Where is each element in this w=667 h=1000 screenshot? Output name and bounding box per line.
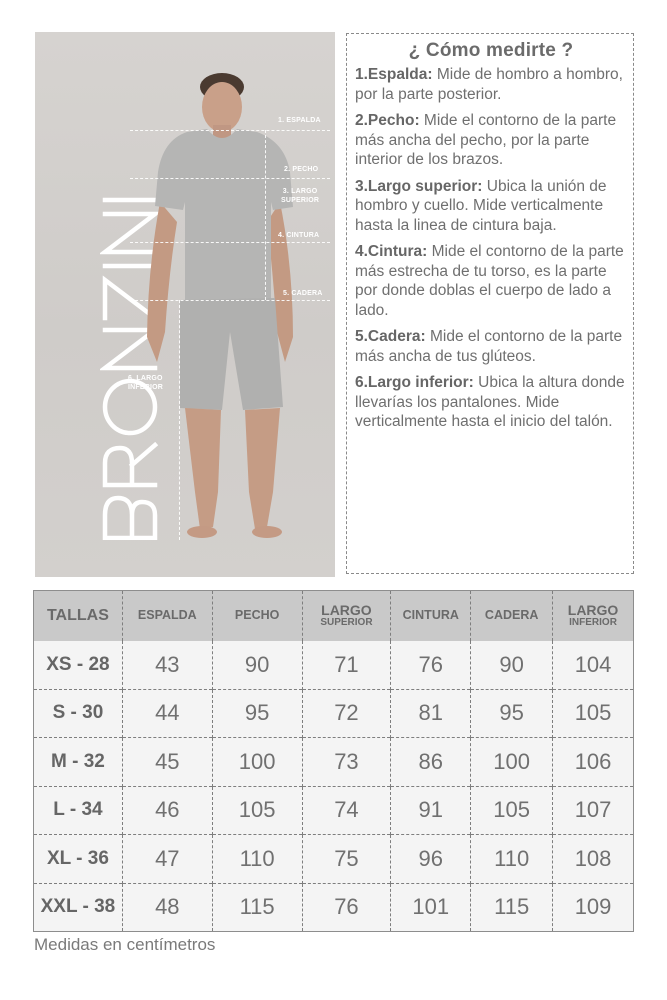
model-photo	[35, 32, 335, 577]
pecho-cell: 90	[212, 641, 302, 690]
step-espalda	[355, 65, 627, 104]
espalda-cell: 45	[122, 738, 212, 787]
step-label: 2.Pecho:	[355, 112, 420, 129]
largo-superior-guide-line	[265, 130, 266, 300]
cintura-guide-line	[130, 242, 330, 243]
header-pecho: PECHO	[212, 591, 302, 641]
header-tallas: TALLAS	[34, 591, 123, 641]
label-largo-superior-line2: SUPERIOR	[281, 197, 320, 204]
step-text: Mide el contorno de la parte más estrecha de tu torso, es la parte por donde doblas el cuerpo de lado a lado.	[355, 243, 624, 319]
cintura-cell: 76	[391, 641, 471, 690]
pecho-cell: 115	[212, 883, 302, 932]
largo-superior-cell: 71	[302, 641, 391, 690]
step-largo-inferior	[355, 373, 627, 432]
label-cadera: 5. CADERA	[283, 290, 323, 297]
header-largo-superior-main: LARGO	[321, 602, 372, 619]
step-label: 6.Largo inferior:	[355, 374, 474, 391]
table-row	[34, 689, 634, 738]
size-chart-table	[33, 590, 634, 932]
step-pecho	[355, 111, 627, 170]
pecho-cell: 100	[212, 738, 302, 787]
espalda-guide-line	[130, 130, 330, 131]
largo-inferior-cell: 106	[553, 738, 634, 787]
header-espalda: ESPALDA	[122, 591, 212, 641]
largo-superior-cell: 72	[302, 689, 391, 738]
espalda-cell: 43	[122, 641, 212, 690]
cadera-cell: 105	[471, 786, 553, 835]
largo-superior-cell: 73	[302, 738, 391, 787]
espalda-cell: 48	[122, 883, 212, 932]
cadera-cell: 110	[471, 835, 553, 884]
pecho-cell: 105	[212, 786, 302, 835]
pecho-guide-line	[130, 178, 330, 179]
label-largo-inferior-line1: 6. LARGO	[128, 375, 163, 382]
espalda-cell: 47	[122, 835, 212, 884]
label-cintura: 4. CINTURA	[278, 232, 320, 239]
label-espalda: 1. ESPALDA	[278, 117, 321, 124]
size-cell: M - 32	[34, 738, 123, 787]
size-cell: XL - 36	[34, 835, 123, 884]
cintura-cell: 81	[391, 689, 471, 738]
cintura-cell: 91	[391, 786, 471, 835]
size-cell: XXL - 38	[34, 883, 123, 932]
label-largo-superior	[281, 187, 319, 205]
largo-inferior-cell: 105	[553, 689, 634, 738]
step-text: Ubica la unión de hombro y cuello. Mide verticalmente hasta la linea de cintura baja.	[355, 177, 607, 234]
step-text: Mide el contorno de la parte más ancha del pecho, por la parte interior de los brazos.	[355, 112, 617, 168]
cadera-cell: 95	[471, 689, 553, 738]
table-row	[34, 738, 634, 787]
step-label: 4.Cintura:	[355, 243, 428, 260]
header-largo-superior	[302, 591, 391, 641]
largo-inferior-cell: 108	[553, 835, 634, 884]
units-footnote: Medidas en centímetros	[34, 935, 216, 954]
pecho-cell: 110	[212, 835, 302, 884]
how-to-measure-panel	[346, 33, 634, 574]
step-label: 1.Espalda:	[355, 66, 433, 83]
model-figure	[35, 32, 335, 577]
step-text: Mide el contorno de la parte más ancha de tus glúteos.	[355, 328, 623, 365]
largo-superior-cell: 75	[302, 835, 391, 884]
header-largo-inferior-main: LARGO	[567, 602, 619, 619]
cintura-cell: 86	[391, 738, 471, 787]
largo-inferior-cell: 107	[553, 786, 634, 835]
pecho-cell: 95	[212, 689, 302, 738]
label-largo-superior-line1: 3. LARGO	[282, 188, 318, 195]
header-cintura: CINTURA	[391, 591, 471, 641]
cadera-cell: 90	[471, 641, 553, 690]
espalda-cell: 44	[122, 689, 212, 738]
size-cell: XS - 28	[34, 641, 123, 690]
step-text: Ubica la altura donde llevarías los pantalones. Mide verticalmente hasta el inicio del talón.	[355, 374, 625, 430]
largo-inferior-cell: 109	[553, 883, 634, 932]
step-largo-superior	[355, 177, 627, 236]
cadera-cell: 100	[471, 738, 553, 787]
header-largo-superior-sub: SUPERIOR	[320, 617, 373, 629]
label-pecho: 2. PECHO	[284, 166, 319, 173]
cintura-cell: 101	[391, 883, 471, 932]
table-header-row	[34, 591, 634, 641]
step-text: Mide de hombro a hombro, por la parte posterior.	[355, 66, 623, 103]
header-largo-inferior-sub: INFERIOR	[569, 617, 617, 629]
largo-superior-cell: 74	[302, 786, 391, 835]
step-cintura	[355, 242, 627, 320]
cadera-cell: 115	[471, 883, 553, 932]
largo-superior-cell: 76	[302, 883, 391, 932]
label-largo-inferior-line2: INFERIOR	[128, 384, 164, 391]
step-label: 3.Largo superior:	[355, 177, 483, 195]
label-largo-inferior	[128, 374, 163, 392]
step-cadera	[355, 327, 627, 366]
header-largo-inferior	[553, 591, 634, 641]
step-label: 5.Cadera:	[355, 328, 426, 345]
largo-inferior-cell: 104	[553, 641, 634, 690]
cadera-guide-line	[130, 300, 330, 301]
largo-inferior-guide-line	[179, 300, 180, 540]
table-row	[34, 835, 634, 884]
table-row	[34, 883, 634, 932]
how-to-measure-title: ¿ Cómo medirte ?	[408, 40, 574, 61]
table-row	[34, 641, 634, 690]
size-cell: L - 34	[34, 786, 123, 835]
table-row	[34, 786, 634, 835]
header-cadera: CADERA	[471, 591, 553, 641]
cintura-cell: 96	[391, 835, 471, 884]
size-cell: S - 30	[34, 689, 123, 738]
espalda-cell: 46	[122, 786, 212, 835]
